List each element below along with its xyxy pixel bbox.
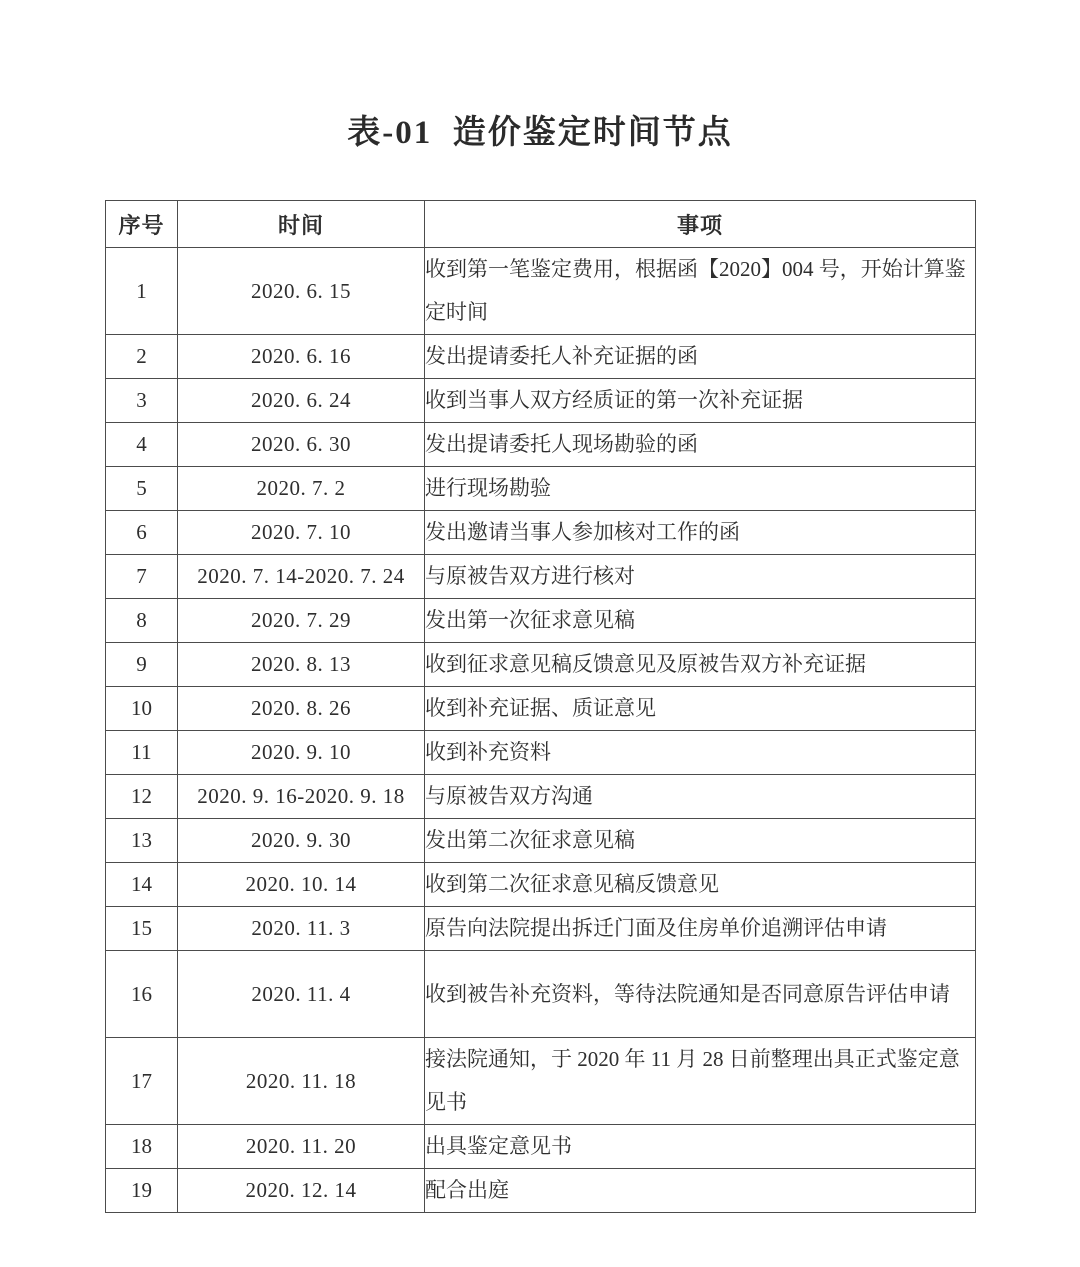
table-row <box>106 423 976 467</box>
time-cell: 2020. 8. 26 <box>178 687 425 731</box>
time-cell: 2020. 6. 24 <box>178 379 425 423</box>
serial-number-cell: 11 <box>106 731 178 775</box>
serial-number-cell: 19 <box>106 1169 178 1213</box>
time-cell: 2020. 11. 18 <box>178 1038 425 1125</box>
table-row <box>106 511 976 555</box>
table-row <box>106 555 976 599</box>
time-cell: 2020. 9. 10 <box>178 731 425 775</box>
event-cell: 收到第二次征求意见稿反馈意见 <box>425 863 976 907</box>
table-row <box>106 643 976 687</box>
event-cell: 收到第一笔鉴定费用，根据函【2020】004 号，开始计算鉴定时间 <box>425 248 976 335</box>
event-cell: 发出第一次征求意见稿 <box>425 599 976 643</box>
table-row <box>106 467 976 511</box>
event-cell: 发出提请委托人补充证据的函 <box>425 335 976 379</box>
header-time: 时间 <box>178 201 425 248</box>
table-row <box>106 819 976 863</box>
table-row <box>106 1038 976 1125</box>
event-cell: 与原被告双方进行核对 <box>425 555 976 599</box>
serial-number-cell: 15 <box>106 907 178 951</box>
time-cell: 2020. 12. 14 <box>178 1169 425 1213</box>
page-title: 表-01 造价鉴定时间节点 <box>347 115 733 151</box>
table-row <box>106 1169 976 1213</box>
serial-number-cell: 8 <box>106 599 178 643</box>
serial-number-cell: 7 <box>106 555 178 599</box>
header-serial-number: 序号 <box>106 201 178 248</box>
table-row <box>106 863 976 907</box>
table-row <box>106 687 976 731</box>
serial-number-cell: 3 <box>106 379 178 423</box>
time-cell: 2020. 9. 16-2020. 9. 18 <box>178 775 425 819</box>
table-row <box>106 1125 976 1169</box>
event-cell: 发出提请委托人现场勘验的函 <box>425 423 976 467</box>
serial-number-cell: 10 <box>106 687 178 731</box>
table-body <box>106 248 976 1213</box>
time-cell: 2020. 11. 20 <box>178 1125 425 1169</box>
time-cell: 2020. 6. 30 <box>178 423 425 467</box>
event-cell: 原告向法院提出拆迁门面及住房单价追溯评估申请 <box>425 907 976 951</box>
time-cell: 2020. 9. 30 <box>178 819 425 863</box>
time-cell: 2020. 10. 14 <box>178 863 425 907</box>
table-row <box>106 335 976 379</box>
table-row <box>106 248 976 335</box>
event-cell: 与原被告双方沟通 <box>425 775 976 819</box>
event-cell: 收到补充资料 <box>425 731 976 775</box>
serial-number-cell: 13 <box>106 819 178 863</box>
timeline-table <box>105 200 976 1213</box>
serial-number-cell: 16 <box>106 951 178 1038</box>
event-cell: 收到补充证据、质证意见 <box>425 687 976 731</box>
event-cell: 收到当事人双方经质证的第一次补充证据 <box>425 379 976 423</box>
event-cell: 进行现场勘验 <box>425 467 976 511</box>
time-cell: 2020. 7. 14-2020. 7. 24 <box>178 555 425 599</box>
header-event: 事项 <box>425 201 976 248</box>
serial-number-cell: 4 <box>106 423 178 467</box>
serial-number-cell: 2 <box>106 335 178 379</box>
table-row <box>106 379 976 423</box>
table-row <box>106 599 976 643</box>
table-row <box>106 951 976 1038</box>
serial-number-cell: 12 <box>106 775 178 819</box>
time-cell: 2020. 6. 16 <box>178 335 425 379</box>
event-cell: 发出邀请当事人参加核对工作的函 <box>425 511 976 555</box>
serial-number-cell: 1 <box>106 248 178 335</box>
event-cell: 发出第二次征求意见稿 <box>425 819 976 863</box>
event-cell: 收到征求意见稿反馈意见及原被告双方补充证据 <box>425 643 976 687</box>
event-cell: 出具鉴定意见书 <box>425 1125 976 1169</box>
time-cell: 2020. 11. 3 <box>178 907 425 951</box>
serial-number-cell: 14 <box>106 863 178 907</box>
time-cell: 2020. 7. 29 <box>178 599 425 643</box>
time-cell: 2020. 7. 2 <box>178 467 425 511</box>
serial-number-cell: 18 <box>106 1125 178 1169</box>
time-cell: 2020. 11. 4 <box>178 951 425 1038</box>
time-cell: 2020. 6. 15 <box>178 248 425 335</box>
table-row <box>106 775 976 819</box>
serial-number-cell: 9 <box>106 643 178 687</box>
table-row <box>106 731 976 775</box>
event-cell: 配合出庭 <box>425 1169 976 1213</box>
event-cell: 收到被告补充资料，等待法院通知是否同意原告评估申请 <box>425 951 976 1038</box>
serial-number-cell: 5 <box>106 467 178 511</box>
time-cell: 2020. 7. 10 <box>178 511 425 555</box>
serial-number-cell: 17 <box>106 1038 178 1125</box>
time-cell: 2020. 8. 13 <box>178 643 425 687</box>
serial-number-cell: 6 <box>106 511 178 555</box>
table-header-row <box>106 201 976 248</box>
table-row <box>106 907 976 951</box>
event-cell: 接法院通知，于 2020 年 11 月 28 日前整理出具正式鉴定意见书 <box>425 1038 976 1125</box>
